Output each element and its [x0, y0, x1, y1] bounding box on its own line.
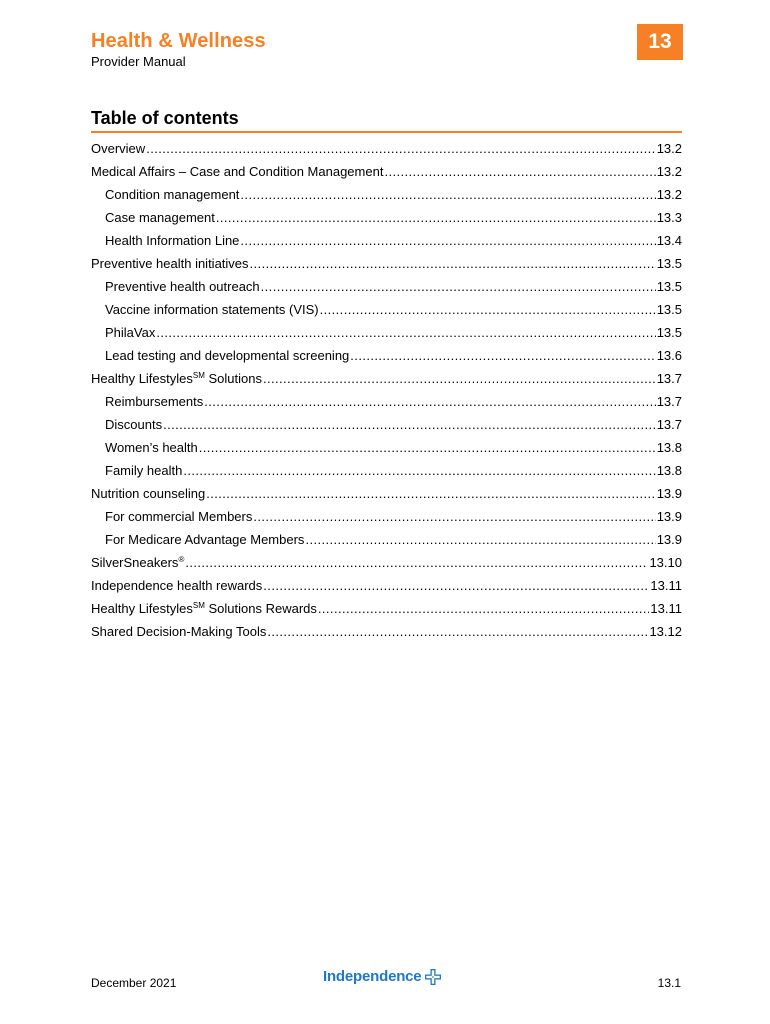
toc-dot-leader: [267, 623, 648, 641]
toc-entry-label: Health Information Line: [105, 233, 240, 248]
toc-page-number: 13.9: [656, 509, 682, 524]
toc-dot-leader: [216, 209, 656, 227]
toc-entry-label: Women’s health: [105, 440, 198, 455]
toc-entry-label: Independence health rewards: [91, 578, 263, 593]
toc-entry-label: Preventive health outreach: [105, 279, 260, 294]
toc-entry-label: Lead testing and developmental screening: [105, 348, 350, 363]
toc-page-number: 13.2: [656, 187, 682, 202]
toc-entry-mark: SM: [192, 371, 205, 380]
toc-page-number: 13.11: [650, 601, 682, 616]
toc-entry[interactable]: [91, 623, 682, 646]
toc-entry[interactable]: [91, 255, 682, 278]
toc-dot-leader: [250, 255, 656, 273]
toc-entry[interactable]: [91, 163, 682, 186]
toc-page-number: 13.5: [656, 302, 682, 317]
toc-dot-leader: [318, 600, 650, 618]
toc-list: [91, 140, 682, 646]
toc-subentry[interactable]: [91, 508, 682, 531]
toc-subentry[interactable]: [91, 186, 682, 209]
toc-dot-leader: [156, 324, 655, 342]
toc-dot-leader: [263, 577, 649, 595]
toc-entry[interactable]: [91, 485, 682, 508]
toc-entry-label: Case management: [105, 210, 215, 225]
toc-dot-leader: [305, 531, 655, 549]
toc-dot-leader: [185, 554, 648, 572]
toc-entry-label: Reimbursements: [105, 394, 204, 409]
toc-subentry[interactable]: [91, 393, 682, 416]
toc-entry[interactable]: [91, 140, 682, 163]
toc-page-number: 13.12: [649, 624, 682, 639]
toc-entry-label: Condition management: [105, 187, 240, 202]
toc-entry-label: Family health: [105, 463, 183, 478]
logo-wordmark: Independence: [323, 968, 422, 985]
toc-entry-label: Healthy Lifestyles℠ Solutions Rewards: [91, 601, 317, 616]
toc-subentry[interactable]: [91, 209, 682, 232]
toc-subentry[interactable]: [91, 439, 682, 462]
toc-dot-leader: [384, 163, 655, 181]
footer-page-number: 13.1: [657, 976, 681, 990]
chapter-number-badge: 13: [637, 24, 683, 60]
toc-dot-leader: [183, 462, 655, 480]
toc-dot-leader: [240, 232, 655, 250]
toc-subentry[interactable]: [91, 301, 682, 324]
toc-dot-leader: [263, 370, 656, 388]
toc-dot-leader: [350, 347, 655, 365]
toc-entry[interactable]: [91, 577, 682, 600]
footer-date: December 2021: [91, 976, 177, 990]
toc-entry-label: Medical Affairs – Case and Condition Management: [91, 164, 384, 179]
toc-entry[interactable]: [91, 554, 682, 577]
toc-subentry[interactable]: [91, 324, 682, 347]
toc-page-number: 13.9: [656, 486, 682, 501]
toc-subentry[interactable]: [91, 278, 682, 301]
toc-dot-leader: [261, 278, 656, 296]
toc-entry-label: Overview: [91, 141, 146, 156]
toc-entry-label: Shared Decision-Making Tools: [91, 624, 267, 639]
blue-cross-shield-icon: [425, 969, 441, 985]
toc-subentry[interactable]: [91, 416, 682, 439]
toc-dot-leader: [320, 301, 656, 319]
toc-subentry[interactable]: [91, 232, 682, 255]
toc-page-number: 13.4: [656, 233, 682, 248]
toc-dot-leader: [199, 439, 656, 457]
toc-entry[interactable]: [91, 370, 682, 393]
chapter-title: Health & Wellness: [91, 30, 266, 52]
toc-page-number: 13.11: [650, 578, 682, 593]
toc-entry-label: PhilaVax: [105, 325, 156, 340]
toc-entry-mark: ®: [178, 555, 185, 564]
toc-dot-leader: [206, 485, 656, 503]
toc-dot-leader: [253, 508, 655, 526]
toc-page-number: 13.8: [656, 463, 682, 478]
toc-entry[interactable]: [91, 600, 682, 623]
toc-page-number: 13.2: [656, 164, 682, 179]
toc-entry-label: Nutrition counseling: [91, 486, 206, 501]
toc-dot-leader: [163, 416, 656, 434]
toc-entry-label: For commercial Members: [105, 509, 253, 524]
toc-page-number: 13.7: [656, 394, 682, 409]
toc-page-number: 13.6: [656, 348, 682, 363]
independence-logo: [323, 968, 441, 985]
toc-subentry[interactable]: [91, 531, 682, 554]
toc-subentry[interactable]: [91, 347, 682, 370]
toc-dot-leader: [146, 140, 656, 158]
toc-page-number: 13.5: [656, 279, 682, 294]
toc-page-number: 13.5: [656, 256, 682, 271]
toc-entry-label: SilverSneakers®: [91, 555, 185, 570]
toc-subentry[interactable]: [91, 462, 682, 485]
toc-page-number: 13.9: [656, 532, 682, 547]
toc-entry-label: Vaccine information statements (VIS): [105, 302, 319, 317]
toc-entry-label: Preventive health initiatives: [91, 256, 249, 271]
toc-page-number: 13.8: [656, 440, 682, 455]
chapter-subtitle: Provider Manual: [91, 54, 186, 69]
toc-page-number: 13.7: [656, 417, 682, 432]
toc-entry-mark: SM: [192, 601, 205, 610]
toc-entry-label: Healthy Lifestyles℠ Solutions: [91, 371, 262, 386]
toc-dot-leader: [240, 186, 655, 204]
toc-dot-leader: [204, 393, 655, 411]
toc-page-number: 13.7: [656, 371, 682, 386]
toc-page-number: 13.3: [656, 210, 682, 225]
toc-divider: [91, 131, 682, 133]
toc-page-number: 13.2: [656, 141, 682, 156]
toc-entry-label: Discounts: [105, 417, 163, 432]
toc-page-number: 13.5: [656, 325, 682, 340]
toc-page-number: 13.10: [649, 555, 682, 570]
toc-entry-label: For Medicare Advantage Members: [105, 532, 305, 547]
toc-heading: Table of contents: [91, 108, 239, 128]
